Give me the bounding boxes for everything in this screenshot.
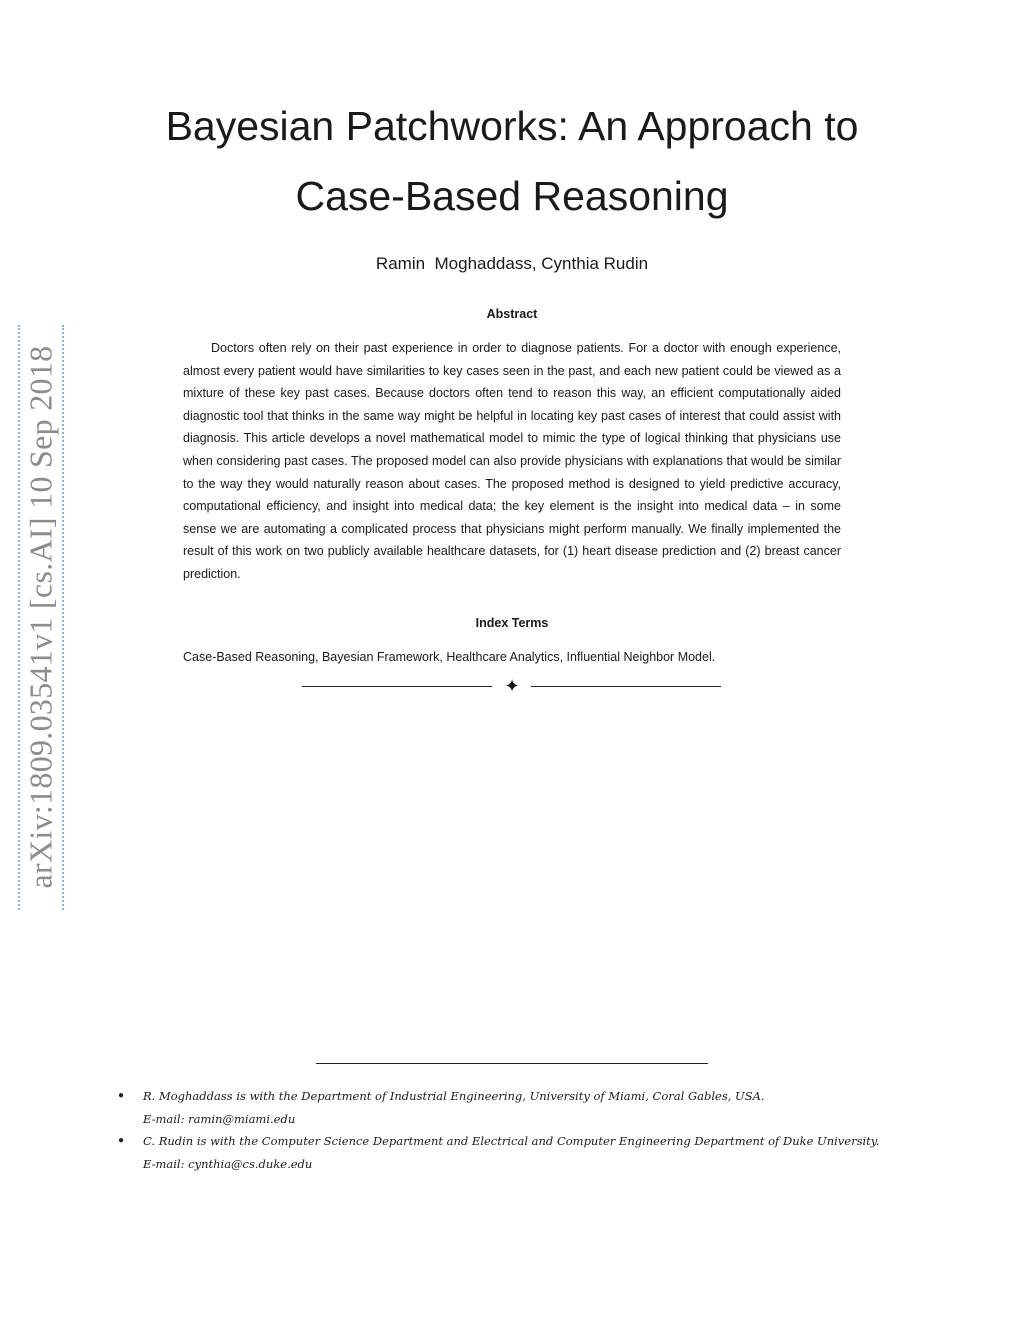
footnote-rule — [316, 1063, 708, 1064]
bullet-icon: ● — [118, 1135, 125, 1146]
footnote-email: E-mail: ramin@miami.edu — [143, 1111, 296, 1126]
footnote-email: E-mail: cynthia@cs.duke.edu — [143, 1156, 313, 1171]
paper-title-line-2: Case-Based Reasoning — [295, 173, 729, 219]
footnote-affiliation: C. Rudin is with the Computer Science Department and Electrical and Computer Engineering Department of Duke University. — [143, 1134, 880, 1148]
arxiv-stamp: arXiv:1809.03541v1 [cs.AI] 10 Sep 2018 — [22, 345, 59, 889]
footnote-moghaddass — [143, 1085, 863, 1130]
index-terms: Case-Based Reasoning, Bayesian Framework, Healthcare Analytics, Influential Neighbor Model. — [183, 650, 716, 664]
footnote-rudin — [143, 1130, 880, 1175]
separator-right-line — [531, 686, 721, 687]
authors: Ramin Moghaddass, Cynthia Rudin — [375, 254, 649, 273]
abstract-text: Doctors often rely on their past experience in order to diagnose patients. For a doctor with enough experience, almost every patient would have similarities to key cases seen in the past, and each new patient could be viewed as a mixture of these key past cases. Because doctors often tend to reason this way, an efficient computationally aided diagnostic tool that thinks in the same way might be helpful in locating key past cases of interest that could assist with diagnosis. This article develops a novel mathematical model to mimic the type of logical thinking that physicians use when considering past cases. The proposed model can also provide physicians with explanations that would be similar to the way they would naturally reason about cases. The proposed method is designed to yield predictive accuracy, computational efficiency, and insight into medical data; the key element is the insight into medical data – in some sense we are automating a complicated process that physicians might perform manually. We finally implemented the result of this work on two publicly available healthcare datasets, for (1) heart disease prediction and (2) breast cancer prediction. — [183, 341, 841, 581]
index-terms-heading: Index Terms — [475, 616, 549, 630]
separator-left-line — [302, 686, 492, 687]
footnote-affiliation: R. Moghaddass is with the Department of Industrial Engineering, University of Miami, Coral Gables, USA. — [143, 1089, 765, 1103]
abstract-heading: Abstract — [486, 307, 538, 321]
separator-star-icon: ✦ — [504, 676, 520, 696]
bullet-icon: ● — [118, 1090, 125, 1101]
paper-title-line-1: Bayesian Patchworks: An Approach to — [165, 103, 859, 149]
